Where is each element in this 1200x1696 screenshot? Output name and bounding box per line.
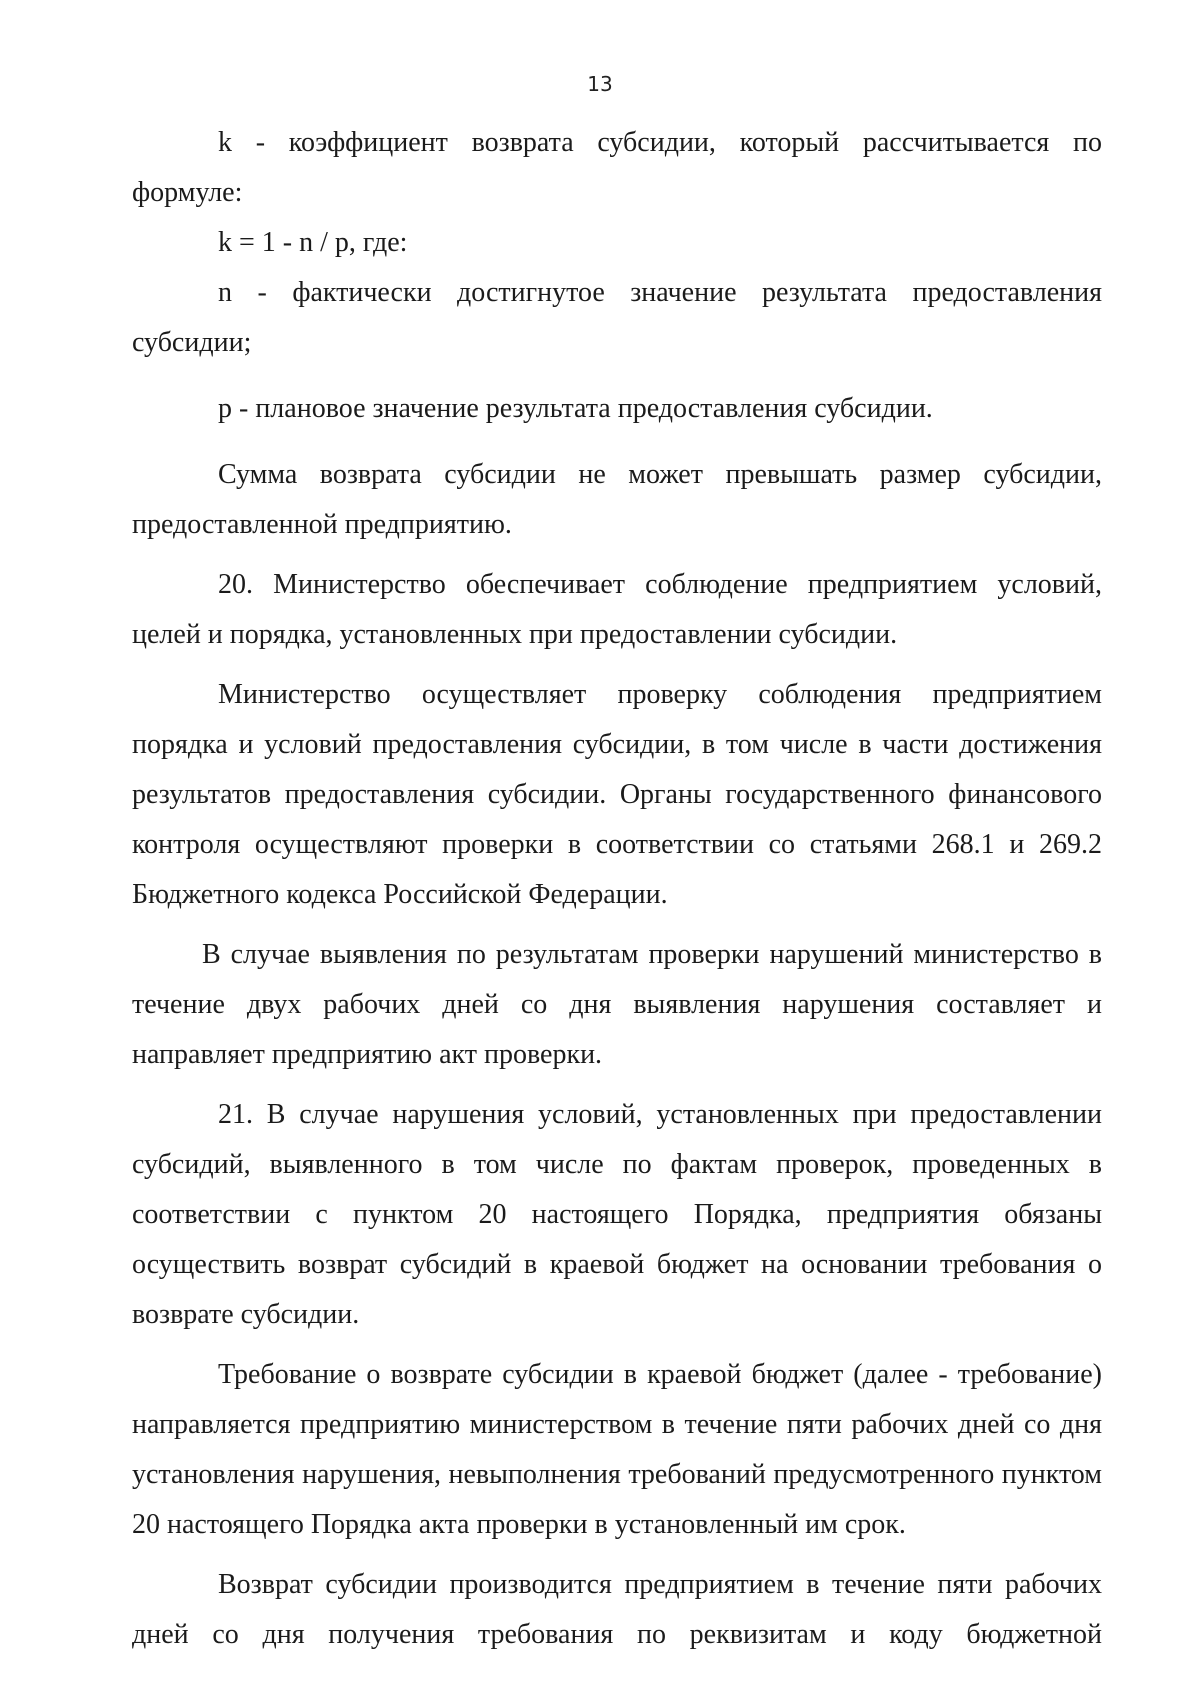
- formula-line: k = 1 - n / p, где:: [218, 227, 408, 258]
- paragraph-return-limit: Сумма возврата субсидии не может превышать размер субсидии, предоставленной предприятию.: [132, 459, 1102, 540]
- paragraph-return-demand: Требование о возврате субсидии в краевой бюджет (далее - требование) направляется предприятию министерством в течение пяти рабочих дней со дня установления нарушения, невыполнения требований предусмотренного пунктом 20 настоящего Порядка акта проверки в установленный им срок.: [132, 1359, 1102, 1540]
- paragraph-20-compliance: 20. Министерство обеспечивает соблюдение предприятием условий, целей и порядка, установленных при предоставлении субсидии.: [132, 569, 1102, 650]
- paragraph-n-definition: n - фактически достигнутое значение результата предоставления субсидии;: [132, 277, 1102, 358]
- document-body: [132, 118, 1102, 1660]
- paragraph-return-procedure: Возврат субсидии производится предприятием в течение пяти рабочих дней со дня получения требования по реквизитам и коду бюджетной: [132, 1569, 1102, 1650]
- page-number: 13: [587, 72, 613, 96]
- paragraph-ministry-check: Министерство осуществляет проверку соблюдения предприятием порядка и условий предоставления субсидии, в том числе в части достижения результатов предоставления субсидии. Органы государственного финансового контроля осуществляют проверки в соответствии со статьями 268.1 и 269.2 Бюджетного кодекса Российской Федерации.: [132, 679, 1102, 910]
- paragraph-violation-act: В случае выявления по результатам проверки нарушений министерство в течение двух рабочих дней со дня выявления нарушения составляет и направляет предприятию акт проверки.: [132, 939, 1102, 1070]
- paragraph-k-coefficient: k - коэффициент возврата субсидии, который рассчитывается по формуле:: [132, 127, 1102, 208]
- paragraph-p-definition: p - плановое значение результата предоставления субсидии.: [218, 393, 933, 424]
- paragraph-21-return: 21. В случае нарушения условий, установленных при предоставлении субсидий, выявленного в том числе по фактам проверок, проведенных в соответствии с пунктом 20 настоящего Порядка, предприятия обязаны осуществить возврат субсидий в краевой бюджет на основании требования о возврате субсидии.: [132, 1099, 1102, 1330]
